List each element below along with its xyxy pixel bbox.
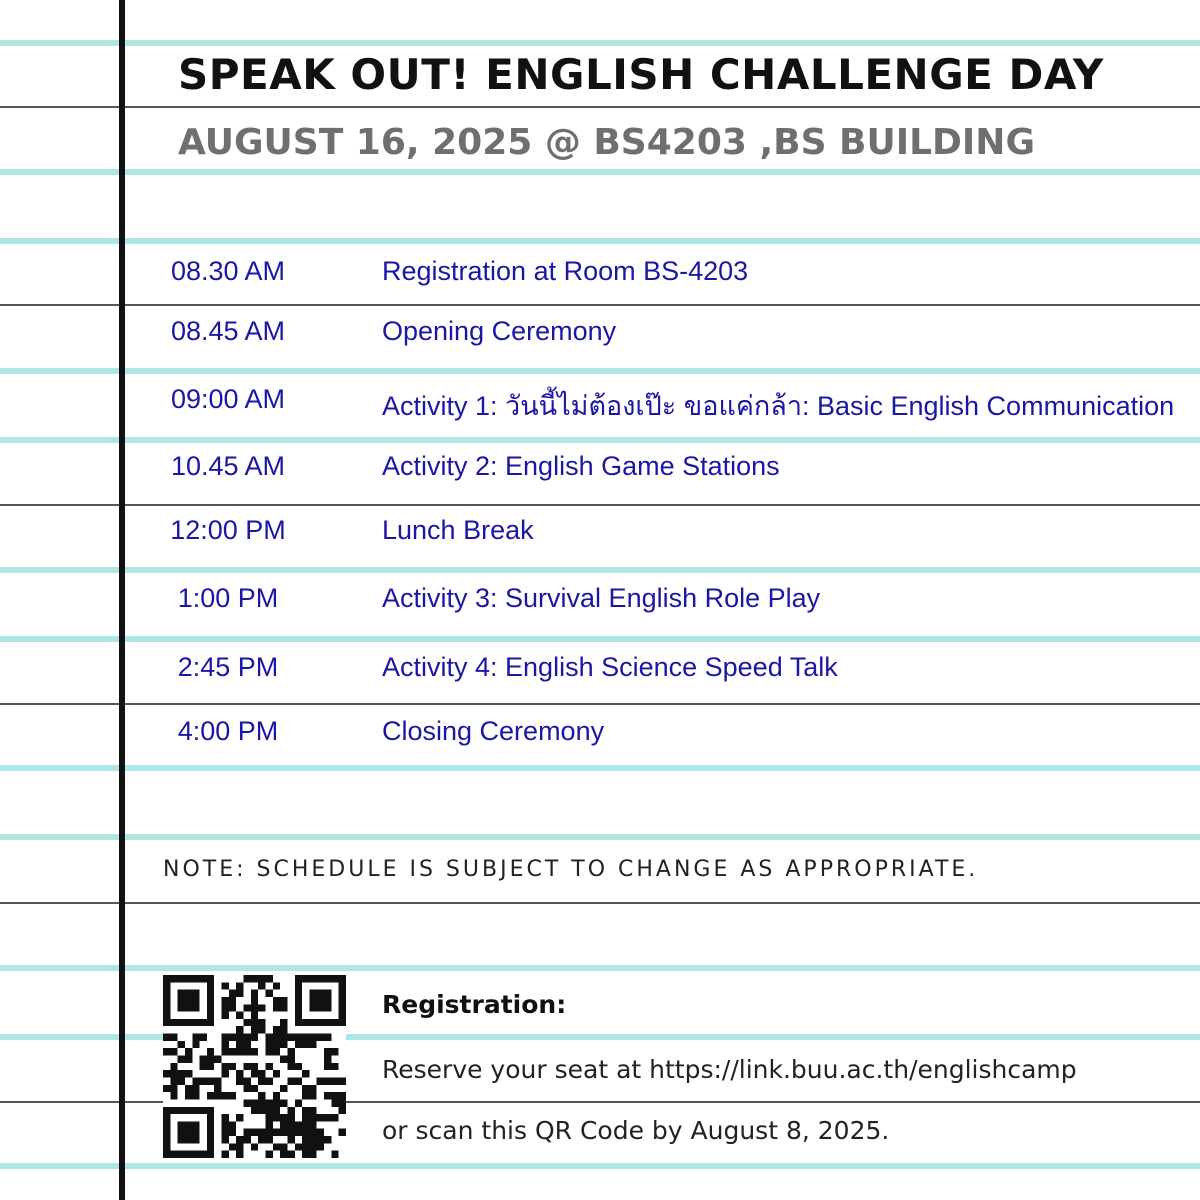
notebook-rule xyxy=(0,304,1200,306)
registration-heading: Registration: xyxy=(382,990,567,1019)
notebook-rule xyxy=(0,106,1200,108)
notebook-rule xyxy=(0,504,1200,506)
schedule-time: 10.45 AM xyxy=(170,451,286,481)
schedule-time: 08.30 AM xyxy=(170,256,286,286)
schedule-row xyxy=(0,384,1200,424)
schedule-activity: Registration at Room BS-4203 xyxy=(382,256,749,286)
notebook-rule xyxy=(0,437,1200,443)
schedule-time: 2:45 PM xyxy=(177,652,279,682)
schedule-row xyxy=(0,716,1200,756)
schedule-row xyxy=(0,451,1200,491)
schedule-time: 09:00 AM xyxy=(170,384,286,414)
schedule-time: 08.45 AM xyxy=(170,316,286,346)
notebook-rule xyxy=(0,40,1200,46)
schedule-activity: Activity 2: English Game Stations xyxy=(382,451,780,481)
qr-code-icon[interactable] xyxy=(163,975,346,1158)
schedule-time: 4:00 PM xyxy=(177,716,279,746)
schedule-activity: Activity 4: English Science Speed Talk xyxy=(382,652,838,682)
notebook-rule xyxy=(0,902,1200,904)
schedule-activity: Activity 3: Survival English Role Play xyxy=(382,583,821,613)
schedule-row xyxy=(0,256,1200,296)
event-date-location: AUGUST 16, 2025 @ BS4203 ,BS BUILDING xyxy=(178,122,1035,163)
schedule-activity: Closing Ceremony xyxy=(382,716,605,746)
notebook-rule xyxy=(0,965,1200,971)
schedule-activity: Lunch Break xyxy=(382,515,534,545)
notebook-rule xyxy=(0,834,1200,840)
notebook-rule xyxy=(0,765,1200,771)
schedule-row xyxy=(0,652,1200,692)
schedule-activity: Opening Ceremony xyxy=(382,316,617,346)
notebook-rule xyxy=(0,636,1200,642)
registration-link-text[interactable]: Reserve your seat at https://link.buu.ac.th/englishcamp xyxy=(382,1055,1077,1084)
schedule-note: NOTE: SCHEDULE IS SUBJECT TO CHANGE AS APPROPRIATE. xyxy=(163,857,979,882)
notebook-rule xyxy=(0,703,1200,705)
schedule-row xyxy=(0,515,1200,555)
schedule-row xyxy=(0,316,1200,356)
schedule-activity: Activity 1: วันนี้ไม่ต้องเป๊ะ ขอแค่กล้า: Basic English Communication xyxy=(382,391,1175,421)
notebook-rule xyxy=(0,567,1200,573)
schedule-time: 12:00 PM xyxy=(170,515,286,545)
schedule-time: 1:00 PM xyxy=(177,583,279,613)
notebook-rule xyxy=(0,1163,1200,1169)
notebook-rule xyxy=(0,368,1200,374)
schedule-row xyxy=(0,583,1200,623)
notebook-rule xyxy=(0,238,1200,244)
notebook-rule xyxy=(0,169,1200,175)
registration-deadline-text: or scan this QR Code by August 8, 2025. xyxy=(382,1116,890,1145)
event-title: SPEAK OUT! ENGLISH CHALLENGE DAY xyxy=(178,50,1104,99)
